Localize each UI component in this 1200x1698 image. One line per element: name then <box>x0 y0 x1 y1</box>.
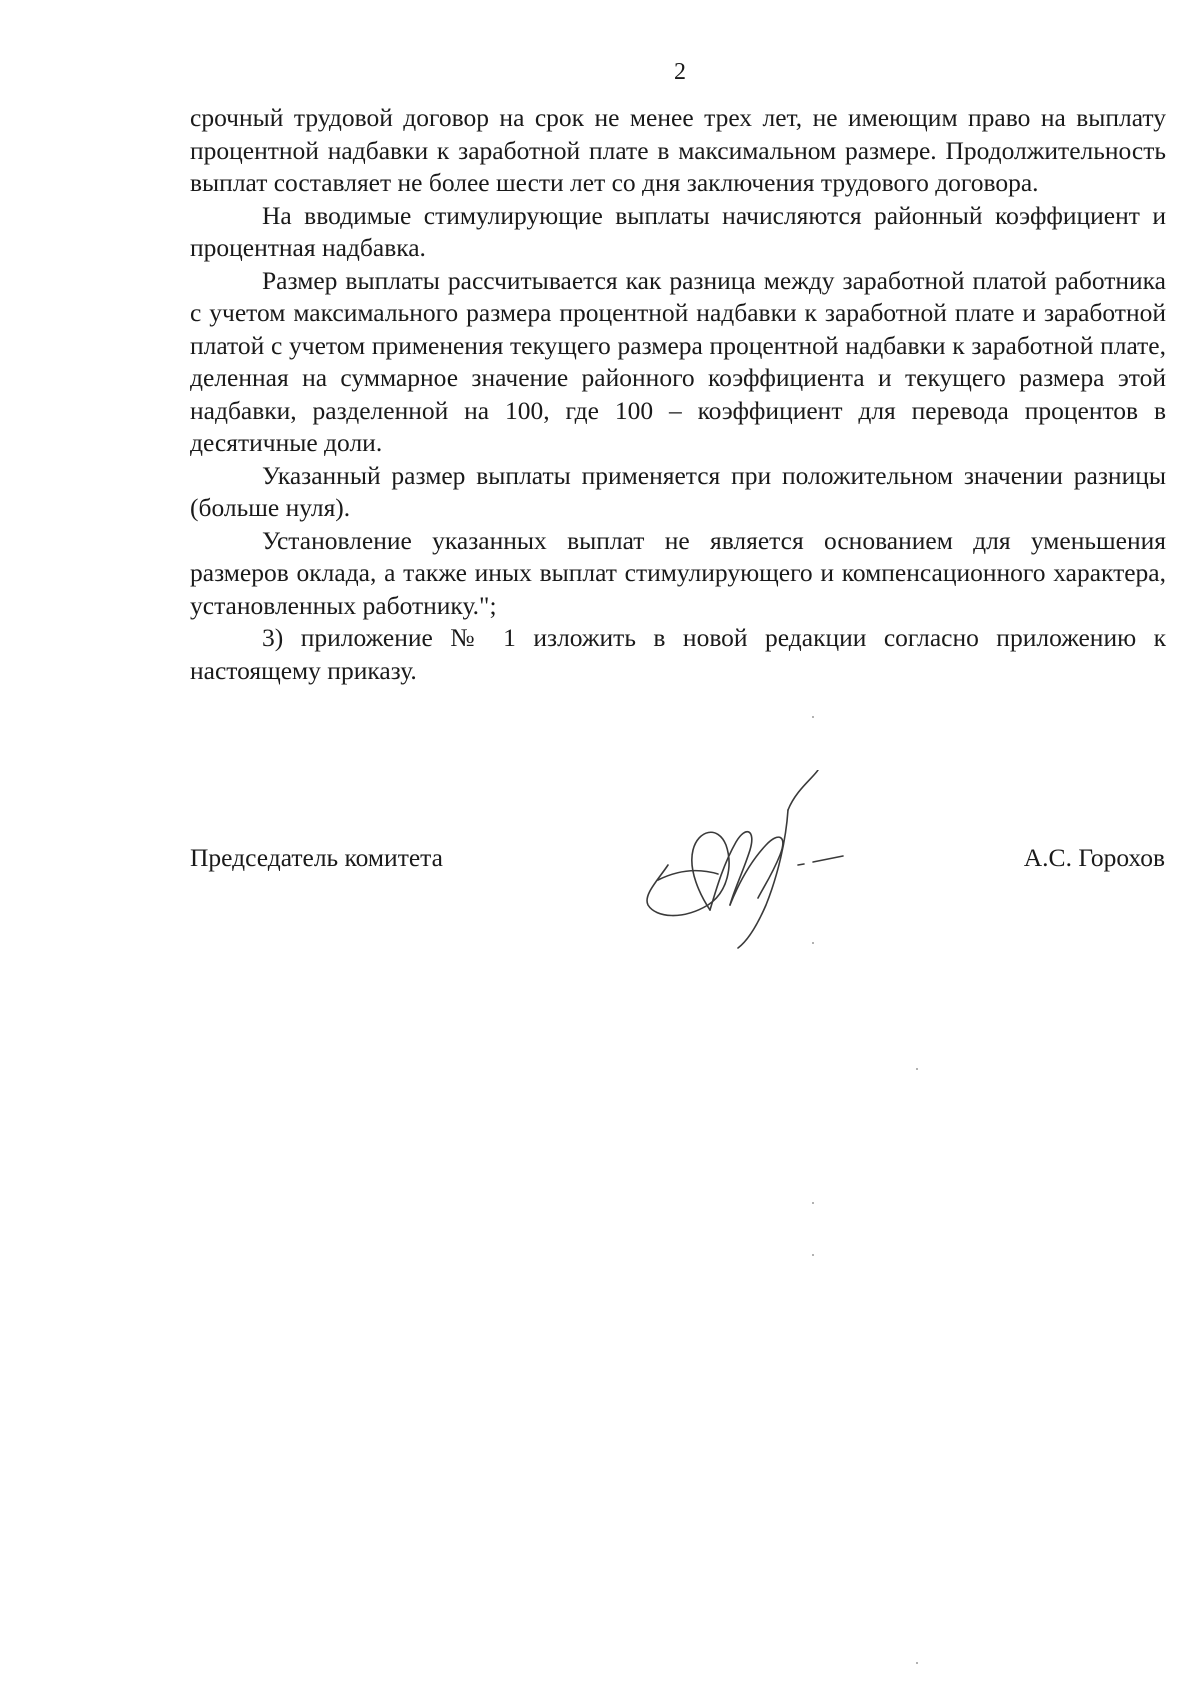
paragraph-4: Указанный размер выплаты применяется при положительном значении разницы (больше нуля). <box>190 460 1166 522</box>
scan-speck <box>812 1202 814 1204</box>
scan-speck <box>916 1662 918 1664</box>
signatory-name: А.С. Горохов <box>1023 843 1165 872</box>
scan-speck <box>812 942 814 944</box>
scan-speck <box>812 716 814 718</box>
scan-speck <box>812 1254 814 1256</box>
signatory-title: Председатель комитета <box>190 843 443 872</box>
scan-speck <box>916 1068 918 1070</box>
signature-block <box>190 842 1165 882</box>
paragraph-3: Размер выплаты рассчитывается как разница между заработной платой работника с учетом максимального размера процентной надбавки к заработной плате и заработной платой с учетом применения текущего размера процентной надбавки к заработной плате, деленная на суммарное значение районного коэффициента и текущего размера этой надбавки, разделенной на 100, где 100 – коэффициент для перевода процентов в десятичные доли. <box>190 265 1166 457</box>
document-body <box>190 102 1166 687</box>
page-number: 2 <box>674 59 686 85</box>
paragraph-6: 3) приложение № 1 изложить в новой редакции согласно приложению к настоящему приказу. <box>190 623 1166 685</box>
paragraph-1: срочный трудовой договор на срок не менее трех лет, не имеющим право на выплату процентной надбавки к заработной плате в максимальном размере. Продолжительность выплат составляет не более шести лет со дня заключения трудового договора. <box>190 103 1166 197</box>
paragraph-2: На вводимые стимулирующие выплаты начисляются районный коэффициент и процентная надбавка. <box>190 200 1166 262</box>
paragraph-5: Установление указанных выплат не является основанием для уменьшения размеров оклада, а также иных выплат стимулирующего и компенсационного характера, установленных работнику."; <box>190 525 1166 620</box>
